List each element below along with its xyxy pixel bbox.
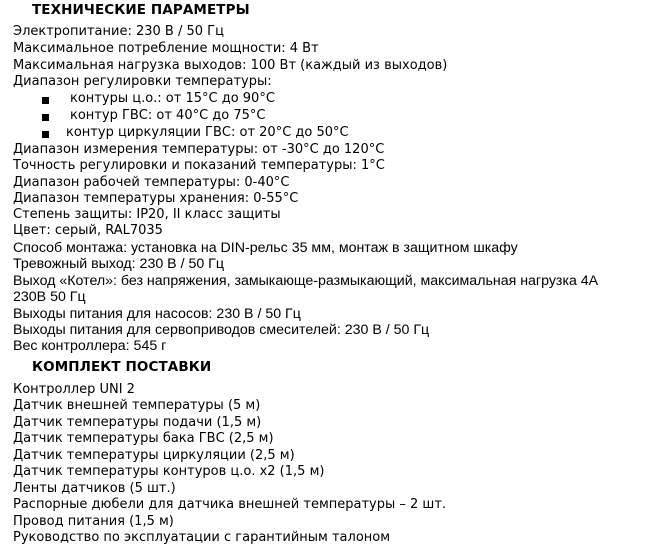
spec-boiler-output-cont: 230В 50 Гц [13, 289, 86, 305]
spec-temp-regulation-range: Диапазон регулировки температуры: [13, 74, 272, 89]
package-item: Датчик температуры подачи (1,5 м) [13, 415, 262, 430]
package-item: Датчик температуры циркуляции (2,5 м) [13, 448, 295, 463]
spec-color: Цвет: серый, RAL7035 [13, 223, 163, 238]
package-item: Провод питания (1,5 м) [13, 514, 174, 529]
spec-protection-class: Степень защиты: IP20, II класс защиты [13, 207, 281, 222]
package-heading: КОМПЛЕКТ ПОСТАВКИ [32, 359, 212, 375]
spec-max-power-consumption: Максимальное потребление мощности: 4 Вт [13, 41, 319, 56]
package-item: Ленты датчиков (5 шт.) [13, 481, 176, 496]
spec-max-output-load: Максимальная нагрузка выходов: 100 Вт (каждый из выходов) [13, 58, 448, 73]
bullet-icon [42, 114, 49, 121]
package-item: Датчик температуры контуров ц.о. х2 (1,5 м) [13, 464, 325, 479]
bullet-item-dhw-circuit: контур ГВС: от 40°C до 75°C [70, 108, 266, 123]
spec-pump-outputs: Выходы питания для насосов: 230 В / 50 Гц [13, 306, 301, 322]
package-item: Руководство по эксплуатации с гарантийным талоном [13, 530, 391, 545]
bullet-item-dhw-circulation: контур циркуляции ГВС: от 20°C до 50°C [66, 125, 349, 140]
spec-storage-temp: Диапазон температуры хранения: 0-55°C [13, 191, 299, 206]
package-item: Датчик внешней температуры (5 м) [13, 398, 261, 413]
spec-weight: Вес контроллера: 545 г [13, 338, 167, 354]
spec-actuator-outputs: Выходы питания для сервоприводов смесителей: 230 В / 50 Гц [13, 322, 430, 338]
spec-measurement-range: Диапазон измерения температуры: от -30°C до 120°C [13, 142, 385, 157]
spec-boiler-output: Выход «Котел»: без напряжения, замыкающе-размыкающий, максимальная нагрузка 4А [13, 273, 599, 289]
spec-power-supply: Электропитание: 230 В / 50 Гц [13, 24, 224, 39]
tech-params-heading: ТЕХНИЧЕСКИЕ ПАРАМЕТРЫ [32, 2, 250, 18]
bullet-icon [42, 97, 49, 104]
bullet-item-co-circuits: контуры ц.о.: от 15°C до 90°C [70, 91, 275, 106]
spec-operating-temp: Диапазон рабочей температуры: 0-40°C [13, 175, 290, 190]
package-item: Датчик температуры бака ГВС (2,5 м) [13, 431, 274, 446]
spec-mounting: Способ монтажа: установка на DIN-рельс 35 мм, монтаж в защитном шкафу [13, 240, 518, 256]
package-item: Контроллер UNI 2 [13, 382, 135, 397]
package-item: Распорные дюбели для датчика внешней температуры – 2 шт. [13, 497, 447, 512]
spec-accuracy: Точность регулировки и показаний температуры: 1°C [13, 158, 385, 173]
spec-alarm-output: Тревожный выход: 230 В / 50 Гц [13, 256, 224, 272]
bullet-icon [42, 131, 49, 138]
